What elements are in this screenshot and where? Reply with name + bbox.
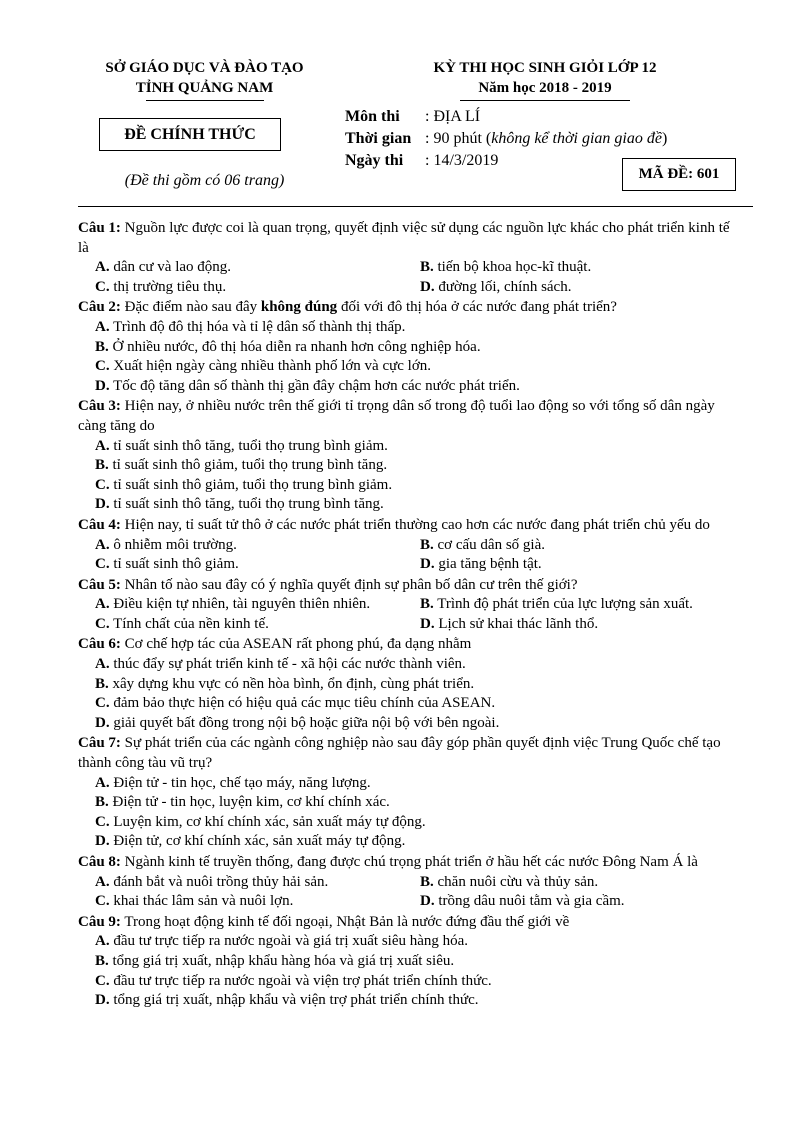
options-row: [78, 536, 742, 556]
option-text: tỉ suất sinh thô giảm, tuổi thọ trung bình tăng.: [108, 457, 388, 474]
option-text: giải quyết bất đồng trong nội bộ hoặc giữa nội bộ với bên ngoài.: [109, 714, 500, 731]
time-row: [345, 128, 667, 150]
option-text: đánh bắt và nuôi trồng thủy hải sản.: [109, 873, 329, 890]
exam-header: [395, 58, 695, 101]
question-text-end: đối với đô thị hóa ở các nước đang phát triển?: [337, 299, 617, 316]
option-text: thị trường tiêu thụ.: [109, 278, 227, 295]
date-label: Ngày thi: [345, 152, 404, 169]
option-text: Tốc độ tăng dân số thành thị gần đây chậm hơn các nước phát triển.: [109, 377, 520, 394]
question-stem: [78, 635, 742, 655]
options-row: [78, 873, 742, 893]
option-d: [78, 377, 742, 397]
option-letter: C.: [95, 695, 110, 712]
option-a: [95, 258, 420, 278]
header-divider: [78, 206, 753, 207]
option-text: Điện tử - tin học, luyện kim, cơ khí chính xác.: [108, 794, 390, 811]
department-header: [62, 58, 347, 101]
option-letter: C.: [95, 615, 110, 632]
option-b: [78, 456, 742, 476]
question-3: [78, 397, 742, 515]
province-name: TỈNH QUẢNG NAM: [135, 80, 274, 96]
time-value: : 90 phút (: [425, 130, 492, 147]
option-b: [78, 952, 742, 972]
option-b: [78, 793, 742, 813]
option-letter: C.: [95, 972, 110, 989]
option-b: [78, 338, 742, 358]
option-a: [95, 595, 420, 615]
question-8: [78, 853, 742, 912]
question-9: [78, 913, 742, 1011]
question-label: Câu 5:: [78, 576, 121, 593]
option-text: Trình độ đô thị hóa và tỉ lệ dân số thành thị thấp.: [109, 318, 406, 335]
option-letter: C.: [95, 278, 110, 295]
option-letter: D.: [95, 714, 110, 731]
option-text: Xuất hiện ngày càng nhiều thành phố lớn và cực lớn.: [109, 358, 432, 375]
question-7: [78, 734, 742, 852]
options-row: [78, 615, 742, 635]
option-letter: A.: [95, 536, 110, 553]
option-letter: C.: [95, 813, 110, 830]
option-letter: D.: [95, 992, 110, 1009]
option-letter: C.: [95, 358, 110, 375]
option-letter: D.: [420, 556, 435, 573]
option-d: [420, 892, 625, 912]
question-stem: [78, 913, 742, 933]
question-stem: [78, 853, 742, 873]
option-text: tỉ suất sinh thô tăng, tuổi thọ trung bình giảm.: [109, 437, 388, 454]
option-letter: B.: [95, 952, 109, 969]
option-letter: A.: [95, 774, 110, 791]
option-c: [95, 615, 420, 635]
question-text: Hiện nay, tỉ suất tử thô ở các nước phát triển thường cao hơn các nước đang phát triển chủ yếu do: [120, 516, 710, 533]
subject-value: : ĐỊA LÍ: [425, 108, 481, 125]
option-c: [95, 278, 420, 298]
option-d: [78, 991, 742, 1011]
question-1: [78, 219, 742, 297]
option-d: [420, 278, 571, 298]
option-c: [78, 972, 742, 992]
option-letter: A.: [95, 437, 110, 454]
time-label: Thời gian: [345, 130, 412, 147]
option-letter: A.: [95, 318, 110, 335]
question-2: [78, 298, 742, 396]
option-letter: B.: [420, 536, 434, 553]
option-c: [78, 476, 742, 496]
option-letter: D.: [420, 278, 435, 295]
option-text: Ở nhiều nước, đô thị hóa diễn ra nhanh hơn công nghiệp hóa.: [108, 338, 481, 355]
date-row: [345, 150, 667, 172]
option-c: [95, 892, 420, 912]
question-stem: [78, 516, 742, 536]
option-text: Điện tử - tin học, chế tạo máy, năng lượng.: [109, 774, 371, 791]
department-name: SỞ GIÁO DỤC VÀ ĐÀO TẠO: [105, 60, 304, 76]
school-year: Năm học 2018 - 2019: [478, 80, 612, 96]
exam-title: KỲ THI HỌC SINH GIỎI LỚP 12: [433, 60, 657, 76]
options-row: [78, 595, 742, 615]
question-text: Trong hoạt động kinh tế đối ngoại, Nhật Bản là nước đứng đầu thế giới về: [120, 913, 570, 930]
option-text: tổng giá trị xuất, nhập khẩu và viện trợ phát triển chính thức.: [109, 992, 479, 1009]
option-a: [78, 774, 742, 794]
question-text: Cơ chế hợp tác của ASEAN rất phong phú, đa dạng nhằm: [120, 636, 472, 653]
option-b: [420, 595, 693, 615]
question-label: Câu 8:: [78, 854, 121, 870]
question-stem: [78, 219, 742, 258]
options-row: [78, 555, 742, 575]
option-letter: C.: [95, 476, 110, 493]
option-c: [78, 357, 742, 377]
official-exam-box: ĐỀ CHÍNH THỨC: [99, 118, 281, 151]
option-a: [95, 536, 420, 556]
time-note: không kể thời gian giao đề: [491, 130, 662, 147]
option-text: tỉ suất sinh thô giảm.: [109, 556, 239, 573]
question-label: Câu 4:: [78, 516, 121, 533]
question-label: Câu 2:: [78, 299, 121, 316]
option-text: trồng dâu nuôi tằm và gia cầm.: [434, 893, 625, 910]
option-text: tổng giá trị xuất, nhập khẩu hàng hóa và giá trị xuất siêu.: [108, 952, 455, 969]
option-letter: C.: [95, 556, 110, 573]
question-label: Câu 6:: [78, 636, 121, 653]
option-a: [78, 318, 742, 338]
option-letter: B.: [420, 259, 434, 276]
option-b: [420, 536, 545, 556]
exam-meta: [345, 106, 667, 172]
date-value: : 14/3/2019: [425, 152, 499, 169]
option-text: tỉ suất sinh thô giảm, tuổi thọ trung bình giảm.: [109, 476, 393, 493]
option-d: [420, 615, 598, 635]
options-row: [78, 892, 742, 912]
option-text: đầu tư trực tiếp ra nước ngoài và giá trị xuất siêu hàng hóa.: [109, 933, 469, 950]
option-letter: D.: [95, 496, 110, 513]
option-letter: B.: [420, 596, 434, 613]
option-text: xây dựng khu vực có nền hòa bình, ổn định, cùng phát triển.: [108, 675, 475, 692]
question-stem: [78, 576, 742, 596]
options-row: [78, 258, 742, 278]
question-label: Câu 3:: [78, 398, 121, 415]
option-text: Điều kiện tự nhiên, tài nguyên thiên nhiên.: [109, 596, 371, 613]
options-row: [78, 278, 742, 298]
option-d: [78, 832, 742, 852]
question-emphasis: không đúng: [260, 299, 338, 316]
option-a: [78, 655, 742, 675]
exam-code-box: MÃ ĐỀ: 601: [622, 158, 736, 191]
option-letter: D.: [95, 833, 110, 850]
option-b: [420, 258, 591, 278]
option-text: Luyện kim, cơ khí chính xác, sản xuất máy tự động.: [109, 813, 426, 830]
option-text: ô nhiễm môi trường.: [109, 536, 237, 553]
option-letter: D.: [95, 377, 110, 394]
option-text: gia tăng bệnh tật.: [434, 556, 542, 573]
option-letter: B.: [95, 675, 109, 692]
option-c: [78, 694, 742, 714]
question-label: Câu 1:: [78, 220, 121, 236]
option-text: cơ cấu dân số già.: [433, 536, 545, 553]
option-letter: B.: [95, 457, 109, 474]
option-letter: B.: [95, 338, 109, 355]
option-letter: C.: [95, 893, 110, 910]
option-letter: A.: [95, 933, 110, 950]
option-a: [95, 873, 420, 893]
option-a: [78, 932, 742, 952]
exam-underline: [460, 100, 630, 101]
option-text: khai thác lâm sản và nuôi lợn.: [109, 893, 294, 910]
department-underline: [146, 100, 264, 101]
question-5: [78, 576, 742, 635]
question-stem: [78, 397, 742, 436]
option-text: dân cư và lao động.: [109, 259, 232, 276]
option-letter: A.: [95, 596, 110, 613]
option-b: [420, 873, 598, 893]
question-text: Nguồn lực được coi là quan trọng, quyết định việc sử dụng các nguồn lực khác cho phát triển kinh tế là: [78, 220, 730, 256]
option-d: [78, 714, 742, 734]
option-letter: D.: [420, 893, 435, 910]
option-text: đảm bảo thực hiện có hiệu quả các mục tiêu chính của ASEAN.: [109, 695, 496, 712]
question-4: [78, 516, 742, 575]
option-c: [95, 555, 420, 575]
question-text: Ngành kinh tế truyền thống, đang được chú trọng phát triển ở hầu hết các nước Đông Nam Á là: [120, 854, 698, 870]
option-letter: B.: [420, 873, 434, 890]
question-text: Đặc điểm nào sau đây: [120, 299, 261, 316]
question-text: Hiện nay, ở nhiều nước trên thế giới tỉ trọng dân số trong độ tuổi lao động so với tổng số dân ngày càng tăng do: [78, 398, 715, 434]
subject-row: [345, 106, 667, 128]
option-text: đầu tư trực tiếp ra nước ngoài và viện trợ phát triển chính thức.: [109, 972, 492, 989]
question-6: [78, 635, 742, 733]
option-text: đường lối, chính sách.: [434, 278, 572, 295]
question-text: Nhân tố nào sau đây có ý nghĩa quyết định sự phân bố dân cư trên thế giới?: [120, 576, 578, 593]
question-stem: [78, 298, 742, 318]
subject-label: Môn thi: [345, 108, 400, 125]
option-text: Điện tử, cơ khí chính xác, sản xuất máy tự động.: [109, 833, 406, 850]
option-d: [420, 555, 542, 575]
option-letter: B.: [95, 794, 109, 811]
option-d: [78, 495, 742, 515]
option-letter: A.: [95, 259, 110, 276]
option-letter: A.: [95, 873, 110, 890]
option-text: chăn nuôi cừu và thủy sản.: [433, 873, 599, 890]
option-letter: D.: [420, 615, 435, 632]
question-text: Sự phát triển của các ngành công nghiệp nào sau đây góp phần quyết định việc Trung Quốc chế tạo thành công tàu vũ trụ?: [78, 735, 721, 772]
questions: [78, 219, 742, 1012]
option-text: thúc đẩy sự phát triển kinh tế - xã hội các nước thành viên.: [109, 656, 466, 673]
option-text: Lịch sử khai thác lãnh thổ.: [434, 615, 599, 632]
option-c: [78, 813, 742, 833]
option-text: tiến bộ khoa học-kĩ thuật.: [433, 259, 592, 276]
option-b: [78, 675, 742, 695]
option-text: tỉ suất sinh thô tăng, tuổi thọ trung bình tăng.: [109, 496, 384, 513]
pages-note: (Đề thi gồm có 06 trang): [124, 172, 285, 189]
question-stem: [78, 734, 742, 773]
option-a: [78, 437, 742, 457]
option-letter: A.: [95, 656, 110, 673]
time-close: ): [661, 130, 668, 147]
option-text: Tính chất của nền kinh tế.: [109, 615, 269, 632]
option-text: Trình độ phát triển của lực lượng sản xuất.: [433, 596, 693, 613]
question-label: Câu 9:: [78, 913, 121, 930]
question-label: Câu 7:: [78, 735, 121, 752]
